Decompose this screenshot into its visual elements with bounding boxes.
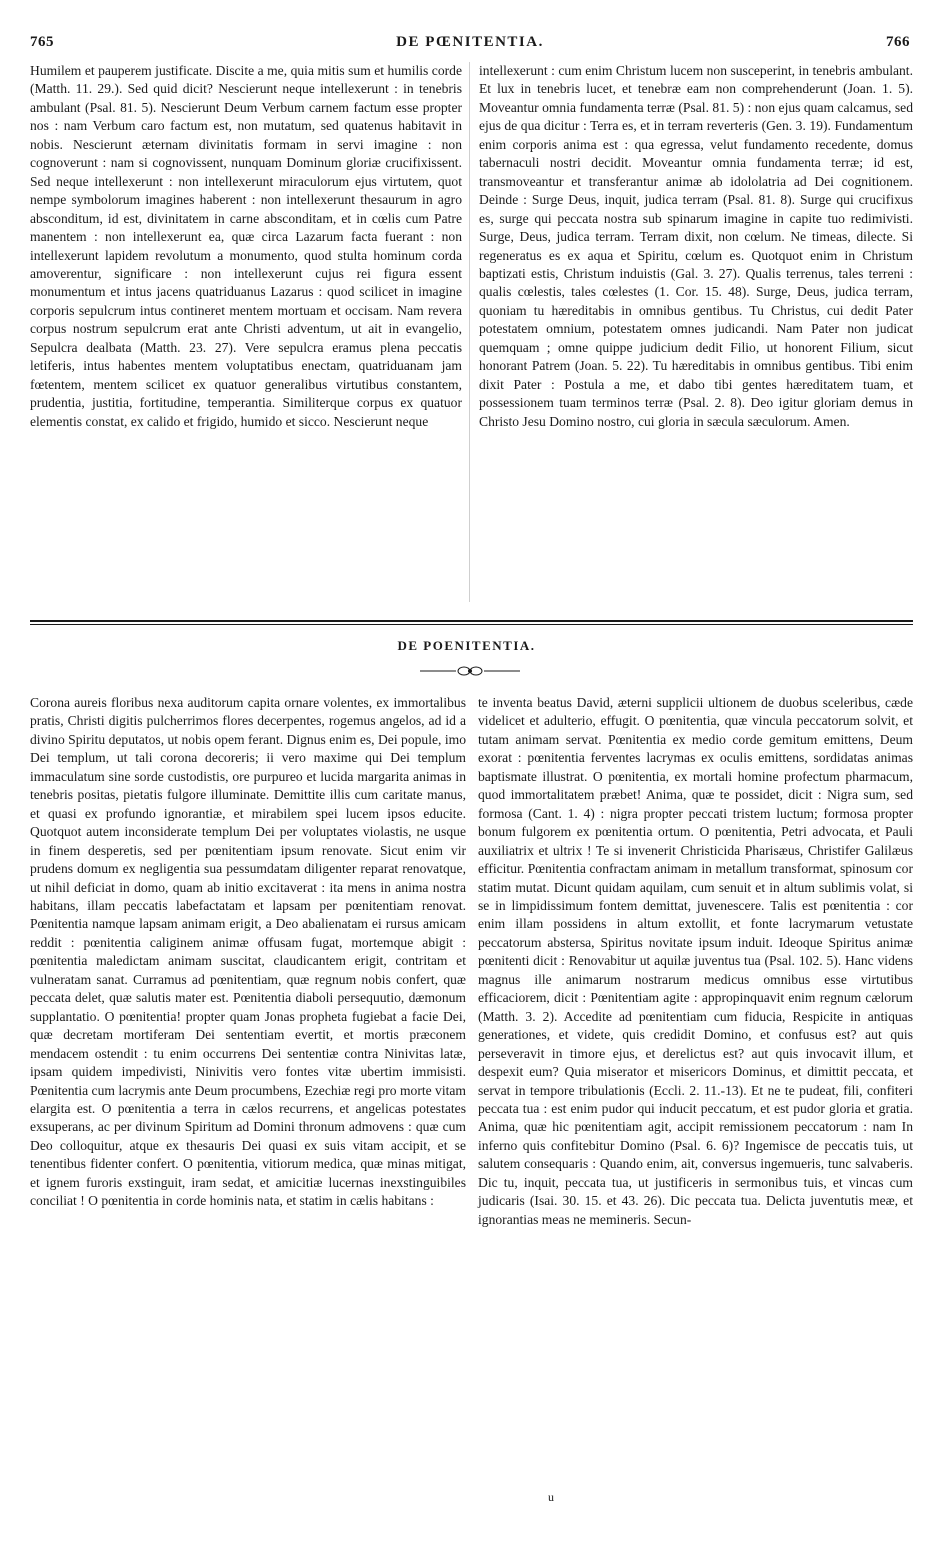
- top-right-text: intellexerunt : cum enim Christum lucem non susceperint, in tenebris ambulant. Et lux in tenebris lucet, et tenebræ eam non comprehenderunt (Joan. 1. 5). Moveantur omnia fundamenta terræ (Psal. 81. 5) : non ejus quam calcamus, sed ejus de qua dicitur : Terra es, et in terram reverteris (Gen. 3. 19). Fundamentum enim corporis anima est : qua egressa, velut fundamento recedente, domus tabernaculi nostri decidit. Moveantur omnia fundamenta terræ; id est, transmoveantur et transferantur animæ ab idololatria ad Dei cognitionem. Deinde : Surge Deus, inquit, judica terram (Psal. 81. 8). Surge qui crucifixus es, surge qui peccata nostra sub spinarum imagine in capite tuo redimivisti. Surge, Deus, judica terram. Terram dixit, non cœlum. Ne timeas, dilecte. Si regeneratus es ex aqua et Spiritu, cœlum es. Quotquot enim in Christum baptizati estis, Christum induistis (Gal. 3. 27). Qualis terrenus, tales terreni : qualis cœlestis, tales cœlestes (1. Cor. 15. 48). Surge, Deus, judica terram, quoniam tu hæreditabis in omnibus gentibus. Tu Christus, cui dedit Pater potestatem omnium, potestatem omnes judicandi. Nam Pater non judicat quemquam ; omne quippe judicium dedit Filio, ut honorent Filium, sicut honorant Patrem (Joan. 5. 22). Tu hæreditabis in omnibus gentibus. Tibi enim dixit Pater : Postula a me, et dabo tibi gentes hæreditatem tuam, et possessionem tuam terminos terræ (Psal. 2. 8). Deo igitur gloriam demus in Christo Jesu Domino nostro, cui gloria in sæcula sæculorum. Amen.: [479, 63, 913, 429]
- column-divider: [469, 62, 470, 602]
- section-rule-thin: [30, 624, 913, 625]
- running-header: [30, 34, 910, 56]
- bottom-right-column: [478, 694, 913, 1229]
- bottom-right-text: te inventa beatus David, æterni supplicii ultionem de duobus sceleribus, cæde videlicet et adulterio, effugit. O pœnitentia, quæ vincula peccatorum solvit, et tutam animam servat. Pœnitentia ex medio corde gemitum emittens, Deum exorat : pœnitentia ferventes lacrymas ex oculis emittens, sordidatas animas baptismate illustrat. O pœnitentia, ex mortali homine profectum pharmacum, quod immortalitatem præbet! Anima, quæ te possidet, dicit : Nigra sum, sed formosa (Cant. 1. 4) : nigra propter peccati tristem luctum; formosa propter bonum fulgorem ex pœnitentia ortum. O pœnitentia, Petri advocata, et Pauli auxiliatrix et ultrix ! Te si invenerit Christicida Pharisæus, Christifer Galilæus efficitur. Pœnitentia confractam animam in metallum transformat, spinosum cor statim mutat. Dicunt quidam aquilam, cum senuit et in altum sublimis volat, si se in limpidissimum fontem demittat, juvenescere. Talis est pœnitentia : cor enim illam possidens in altum extollit, et fonte lacrymarum vetustate peccatorum abstersa, Spiritus novitate ipsum induit. Ideoque Spiritus animæ pœnitenti dicit : Renovabitur ut aquilæ juventus tua (Psal. 102. 5). Hanc videns magnus ille animarum nostrarum medicus omnibus esse virtutibus efficaciorem, dicit : Pœnitentiam agite : appropinquavit enim regnum cælorum (Matth. 3. 2). Accedite ad pœnitentiam cum fiducia, Respicite in antiquas generationes, et videte, quis credidit Domino, et confusus est? aut quis perseveravit in timore ejus, et derelictus est? aut quis invocavit illum, et despexit eum? Quia miserator et misericors Dominus, et dimittit peccata, et servat in tempore tribulationis (Eccli. 2. 11.-13). Et ne te pudeat, fili, confiteri peccata tua : est enim pudor qui inducit peccatum, et est pudor gloria et gratia. Anima, quæ hic pœnitentiam agit, accipit remissionem peccatorum : nam In inferno quis confitebitur Domino (Psal. 6. 6)? Ingemisce de peccatis tuis, ut salutem consequaris : Quando enim, ait, conversus ingemueris, tunc salvaberis. Dic tu, inquit, peccata tua, ut justificeris in sermonibus tuis, et vincas cum judicaris (Isai. 30. 15. et 43. 26). Dic peccata tua. Delicta juventutis meæ, et ignorantias meas ne memineris. Secun-: [478, 695, 913, 1227]
- top-left-column: [30, 62, 462, 431]
- bottom-left-text: Corona aureis floribus nexa auditorum capita ornare volentes, ex immortalibus pratis, Christi digitis pulcherrimos flores decerpentes, rogemus angelos, ad id a divino Spiritu deputatos, ut nobis opem ferant. Dignus enim es, Dei popule, imo Dei templum, ut tali corona decoreris; ii vero maxime qui Dei templum immaculatum sine sorde custodistis, ore purpureo et lucida margarita animas in tenebris positas, pietatis fulgore illuminate. Demittite illis cum caritate manus, et quasi ex profundo ignorantiæ, et mirabilem spei lucem ipsos educite. Quotquot autem inconsiderate templum Dei per voluptates violastis, ne usque in finem desperetis, sed per pœnitentiam ipsum renovate. Sicut enim vir prudens domum ex negligentia sua pessumdatam diligenter reparat renovatque, ut nihil deficiat in domo, quam ab initio excitaverat : ita mens in anima nostra habitans, illam peccatis labefactatam et lapsam per pœnitentiam renovat. Pœnitentia namque lapsam animam erigit, a Deo abalienatam ei rursus amicam reddit : pœnitentia caliginem animæ offusam fugat, mortemque abigit : pœnitentia maledictam animam suscitat, claudicantem erigit, contritam et vulneratam sanat. Curramus ad pœnitentiam, quæ regnum nobis confert, quæ peccata delet, quæ salutis mater est. Pœnitentia diaboli persequutio, dæmonum supplantatio. O pœnitentia! propter quam Jonas propheta fugiebat a facie Dei, quæ decretam mortiferam Dei sententiam evertit, et mortis præconem mendacem ostendit : tu enim occurrens Dei sententiæ contra Ninivitas latæ, ipsam quidem impedivisti, Ninivitis vero fontes vitæ ubertim immisisti. Pœnitentia cum lacrymis ante Deum procumbens, Ezechiæ regi pro morte vitam elargita est. O pœnitentia a terra in cælos recurrens, et angelicas potestates exsuperans, ac per divinum Spiritum ad Domini thronum admovens : quæ cum Deo colloquitur, atque ex thesauris Dei quasi ex suis vitam accipit, et se tenentibus fidenter confert. O pœnitentia, vitiorum medica, quæ minas mitigat, et ignem furoris exstinguit, iram sedat, et amicitiæ lucernas inexstinguibiles conciliat ! O pœnitentia in corde hominis nata, et statim in cælis habitans :: [30, 695, 467, 1209]
- top-right-column: [479, 62, 913, 431]
- running-title: DE PŒNITENTIA.: [396, 34, 544, 50]
- ornament-divider: [420, 663, 520, 679]
- footer-mark: u: [548, 1490, 554, 1504]
- top-left-text: Humilem et pauperem justificate. Discite a me, quia mitis sum et humilis corde (Matth. 11. 29.). Sed quid dicit? Nescierunt neque intellexerunt : in tenebris ambulant (Psal. 81. 5). Nescierunt Deum Verbum carnem factum esse propter nos : nam Verbum caro factum est, non mutatum, sed quatenus habitavit in nobis. Nescierunt æternam divinitatis formam in servi imagine : non cognoverunt : nam si cognovissent, nunquam Dominum gloriæ crucifixissent. Sed neque intellexerunt : non intellexerunt miraculorum ejus virtutem, quot nempe symbolorum imagines haberent : non intellexerunt thesaurum in agro absconditum, id est, divinitatem in carne absconditam, et in cœlis cum Patre manentem : non intellexerunt ea, quæ circa Lazarum facta fuerant : non intellexerunt lapidem revolutum a monumento, quod stulta hominum corda amoverentur, significare : non intellexerunt cujus rei figura essent monumentum et intus jacens quatriduanus Lazarus : quod scilicet in imagine corporis sepulcrum intus contineret mentem mortuam et occisam. Nam revera corpus nostrum sepulcrum erat ante Christi adventum, ut ait in evangelio, Sepulcra dealbata (Matth. 23. 27). Vere sepulcra eramus plena peccatis letiferis, intus habentes mentem voluptatibus enectam, quatriduanam jam fœtentem, mentem scilicet ex quatuor generalibus virtutibus constantem, prudentia, justitia, fortitudine, temperantia. Similiterque corpus ex quatuor elementis constat, ex calido et frigido, humido et sicco. Nescierunt neque: [30, 63, 462, 429]
- page-number-left: 765: [30, 34, 54, 50]
- section-rule-thick: [30, 620, 913, 622]
- section-title: DE POENITENTIA.: [397, 638, 536, 653]
- page-number-right: 766: [886, 34, 910, 50]
- bottom-left-column: [30, 694, 466, 1211]
